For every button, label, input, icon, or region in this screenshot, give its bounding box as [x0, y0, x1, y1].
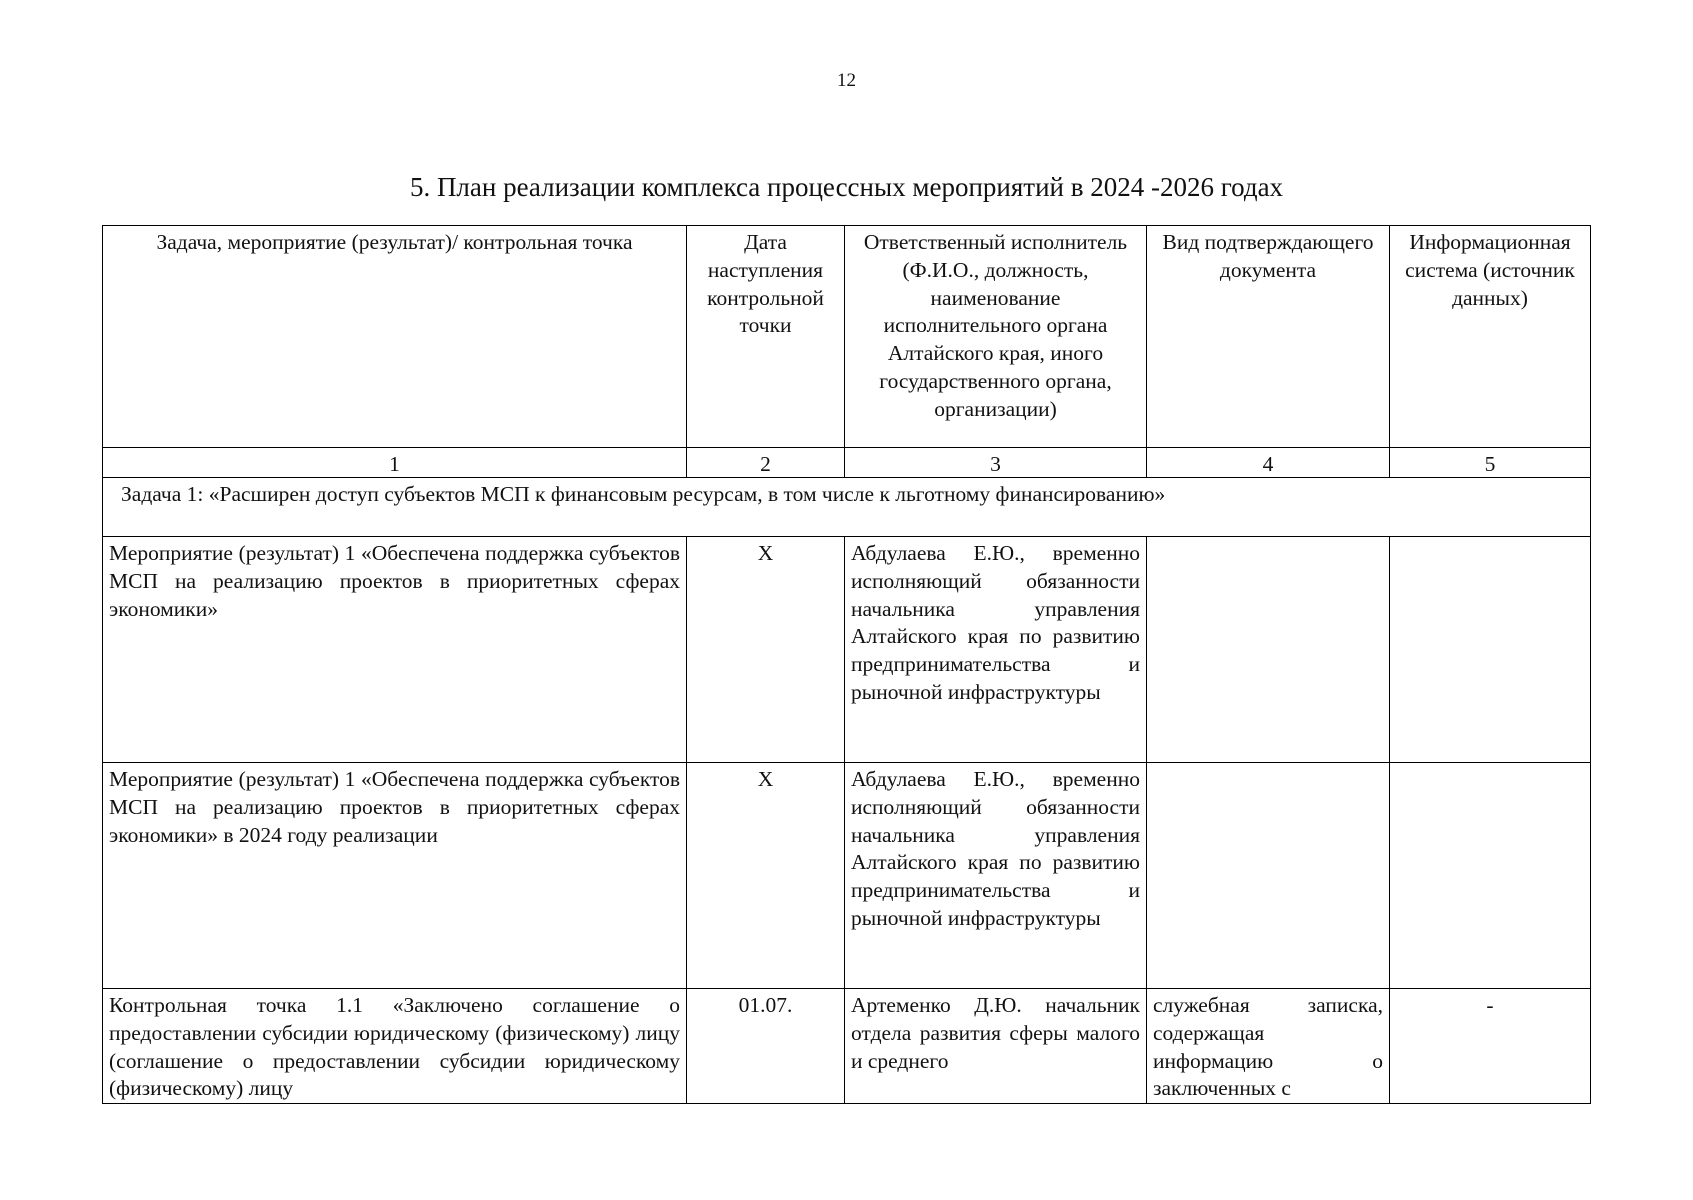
column-number: 2	[687, 448, 845, 478]
table-row	[103, 763, 1591, 989]
information-system	[1390, 537, 1591, 763]
header-date: Дата наступления контрольной точки	[687, 226, 845, 448]
task-1-text: Задача 1: «Расширен доступ субъектов МСП к финансовым ресурсам, в том числе к льготному финансированию»	[103, 478, 1591, 537]
responsible-executor: Абдулаева Е.Ю., временно исполняющий обязанности начальника управления Алтайского края по развитию предпринимательства и рыночной инфраструктуры	[845, 537, 1147, 763]
responsible-executor: Абдулаева Е.Ю., временно исполняющий обязанности начальника управления Алтайского края по развитию предпринимательства и рыночной инфраструктуры	[845, 763, 1147, 989]
column-number: 1	[103, 448, 687, 478]
document-title: 5. План реализации комплекса процессных мероприятий в 2024 -2026 годах	[409, 172, 1284, 202]
confirming-document	[1147, 763, 1390, 989]
table-row	[103, 537, 1591, 763]
checkpoint-date: Х	[687, 537, 845, 763]
header-task: Задача, мероприятие (результат)/ контрольная точка	[103, 226, 687, 448]
checkpoint-date: 01.07.	[687, 989, 845, 1104]
activity-name: Мероприятие (результат) 1 «Обеспечена поддержка субъектов МСП на реализацию проектов в приоритетных сферах экономики»	[103, 537, 687, 763]
checkpoint-name: Контрольная точка 1.1 «Заключено соглашение о предоставлении субсидии юридическому (физическому) лицу (соглашение о предоставлении субсидии юридическому (физическому) лицу	[103, 989, 687, 1104]
column-number-row	[103, 448, 1591, 478]
column-number: 3	[845, 448, 1147, 478]
information-system: -	[1390, 989, 1591, 1104]
checkpoint-date: Х	[687, 763, 845, 989]
header-responsible: Ответственный исполнитель (Ф.И.О., должность, наименование исполнительного органа Алтайского края, иного государственного органа, организации)	[845, 226, 1147, 448]
header-system: Информационная система (источник данных)	[1390, 226, 1591, 448]
plan-table	[102, 225, 1591, 1104]
page-number: 12	[837, 70, 856, 91]
table-row	[103, 989, 1591, 1104]
column-number: 5	[1390, 448, 1591, 478]
confirming-document: служебная записка, содержащая информацию о заключенных с	[1147, 989, 1390, 1104]
column-number: 4	[1147, 448, 1390, 478]
confirming-document	[1147, 537, 1390, 763]
responsible-executor: Артеменко Д.Ю. начальник отдела развития сферы малого и среднего	[845, 989, 1147, 1104]
header-row	[103, 226, 1591, 448]
information-system	[1390, 763, 1591, 989]
activity-name: Мероприятие (результат) 1 «Обеспечена поддержка субъектов МСП на реализацию проектов в приоритетных сферах экономики» в 2024 году реализации	[103, 763, 687, 989]
header-document: Вид подтверждающего документа	[1147, 226, 1390, 448]
task-row	[103, 478, 1591, 537]
